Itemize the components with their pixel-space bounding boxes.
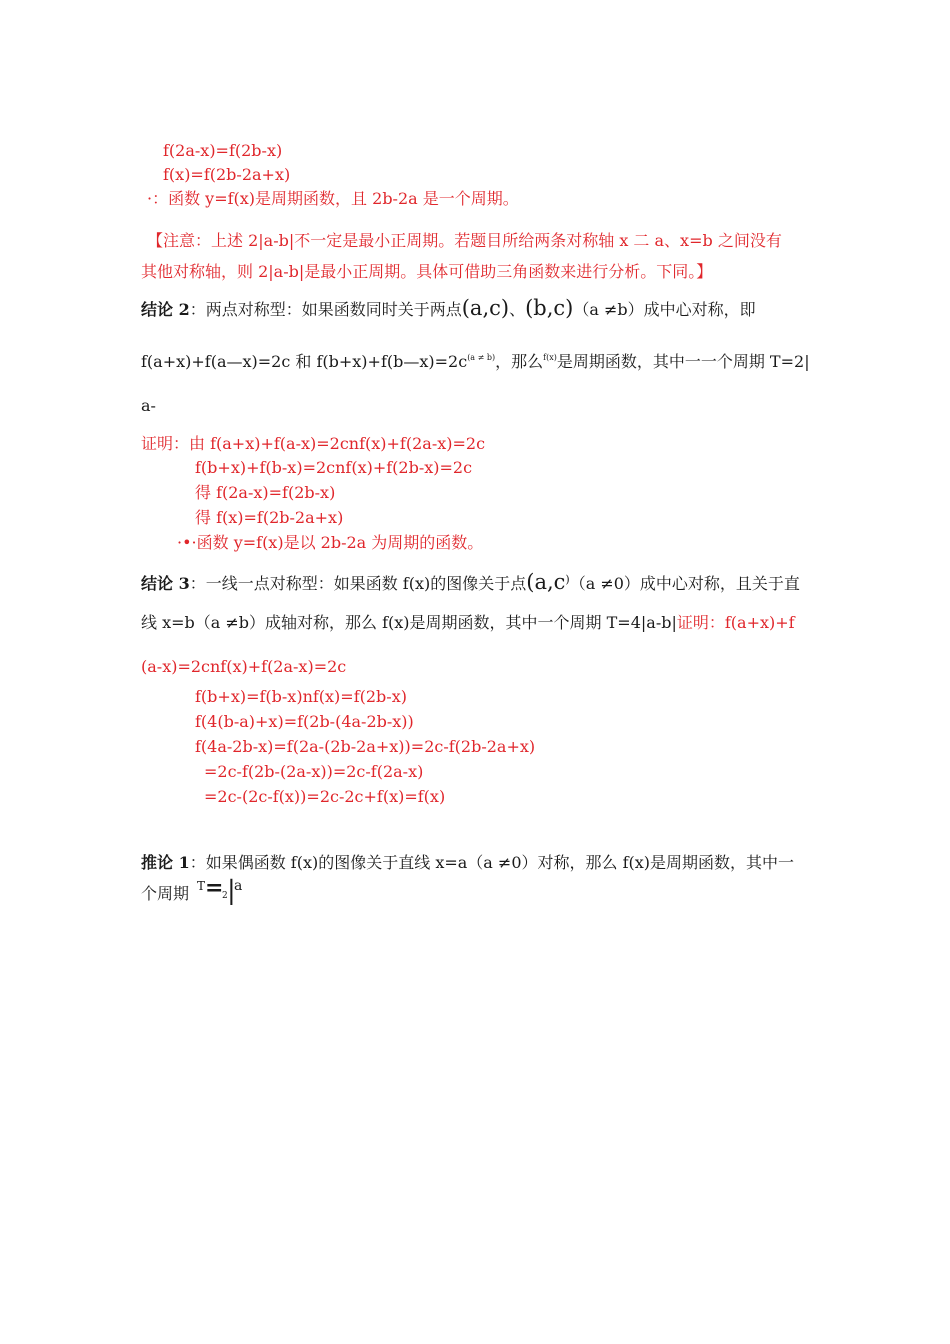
equation: f(a+x)+f(a—x)=2c 和 f(b+x)+f(b—x)=2c (141, 352, 468, 371)
conclusion-2-text: ：两点对称型：如果函数同时关于两点 (189, 300, 462, 319)
equation-condition: (a ≠ b) (467, 353, 496, 362)
corollary-1-text: ：如果偶函数 f(x)的图像关于直线 x=a（a ≠0）对称，那么 f(x)是周期函数，其中一 (189, 853, 795, 872)
variable-a: a (234, 878, 243, 894)
conclusion-3-line-1 (141, 570, 800, 594)
proof2-line-4: 得 f(x)=f(2b-2a+x) (195, 508, 344, 527)
period-text: 是周期函数，其中一一个周期 T=2| (556, 352, 810, 371)
axis-text: 线 x=b（a ≠b）成轴对称，那么 f(x)是周期函数，其中一个周期 T=4|a-b| (141, 613, 677, 632)
point-close-paren: ) (565, 573, 570, 586)
proof1-line-1: f(2a-x)=f(2b-x) (163, 141, 283, 160)
conclusion-3-label: 结论 3 (141, 574, 190, 593)
corollary-1-line-1 (141, 853, 794, 873)
conclusion-3-text: ：一线一点对称型：如果函数 f(x)的图像关于点 (189, 574, 527, 593)
point-a-c: (a,c (526, 570, 566, 594)
proof3-line-1: (a-x)=2cnf(x)+f(2a-x)=2c (141, 657, 347, 676)
proof3-line-5: =2c-f(2b-(2a-x))=2c-f(2a-x) (204, 762, 424, 781)
proof2-line-2: f(b+x)+f(b-x)=2cnf(x)+f(2b-x)=2c (195, 458, 473, 477)
fx-small: f(x) (543, 353, 557, 362)
condition: （a ≠0）成中心对称，且关于直 (569, 574, 800, 593)
proof3-line-4: f(4a-2b-x)=f(2a-(2b-2a+x))=2c-f(2b-2a+x) (195, 737, 536, 756)
proof3-line-2: f(b+x)=f(b-x)nf(x)=f(2b-x) (195, 687, 407, 706)
note-line-1: 【注意：上述 2|a-b|不一定是最小正周期。若题目所给两条对称轴 x 二 a、x=b 之间没有 (147, 231, 782, 250)
coefficient: 2 (222, 891, 228, 901)
abs-bar: | (227, 876, 236, 906)
conclusion-2-line-2 (141, 348, 810, 372)
proof3-start: 证明：f(a+x)+f (676, 613, 795, 632)
conclusion-2-label: 结论 2 (141, 300, 190, 319)
proof2-line-3: 得 f(2a-x)=f(2b-x) (195, 483, 336, 502)
conclusion-2-line-1 (141, 298, 756, 320)
proof3-line-3: f(4(b-a)+x)=f(2b-(4a-2b-x)) (195, 712, 414, 731)
conclusion-3-line-2 (141, 613, 795, 633)
condition: （a ≠b）成中心对称，即 (573, 300, 756, 319)
note-line-2: 其他对称轴，则 2|a-b|是最小正周期。具体可借助三角函数来进行分析。下同。】 (141, 262, 713, 281)
separator: 、 (509, 300, 526, 319)
point-a-c: (a,c) (461, 296, 510, 320)
point-b-c: (b,c) (525, 296, 574, 320)
proof1-conclusion: ·：函数 y=f(x)是周期函数，且 2b-2a 是一个周期。 (147, 189, 519, 208)
proof1-line-2: f(x)=f(2b-2a+x) (163, 165, 291, 184)
proof2-line-1: 证明：由 f(a+x)+f(a-x)=2cnf(x)+f(2a-x)=2c (141, 434, 486, 453)
then-text: ，那么 (495, 352, 544, 371)
corollary-1-line-2 (141, 875, 243, 910)
corollary-1-label: 推论 1 (141, 853, 190, 872)
period-label: 个周期 (141, 884, 190, 903)
conclusion-2-line-3: a- (141, 396, 156, 415)
equals-sign: = (205, 875, 224, 901)
proof3-line-6: =2c-(2c-f(x))=2c-2c+f(x)=f(x) (204, 787, 446, 806)
period-symbol: T (197, 879, 206, 893)
proof2-conclusion: ·•·函数 y=f(x)是以 2b-2a 为周期的函数。 (177, 533, 484, 552)
